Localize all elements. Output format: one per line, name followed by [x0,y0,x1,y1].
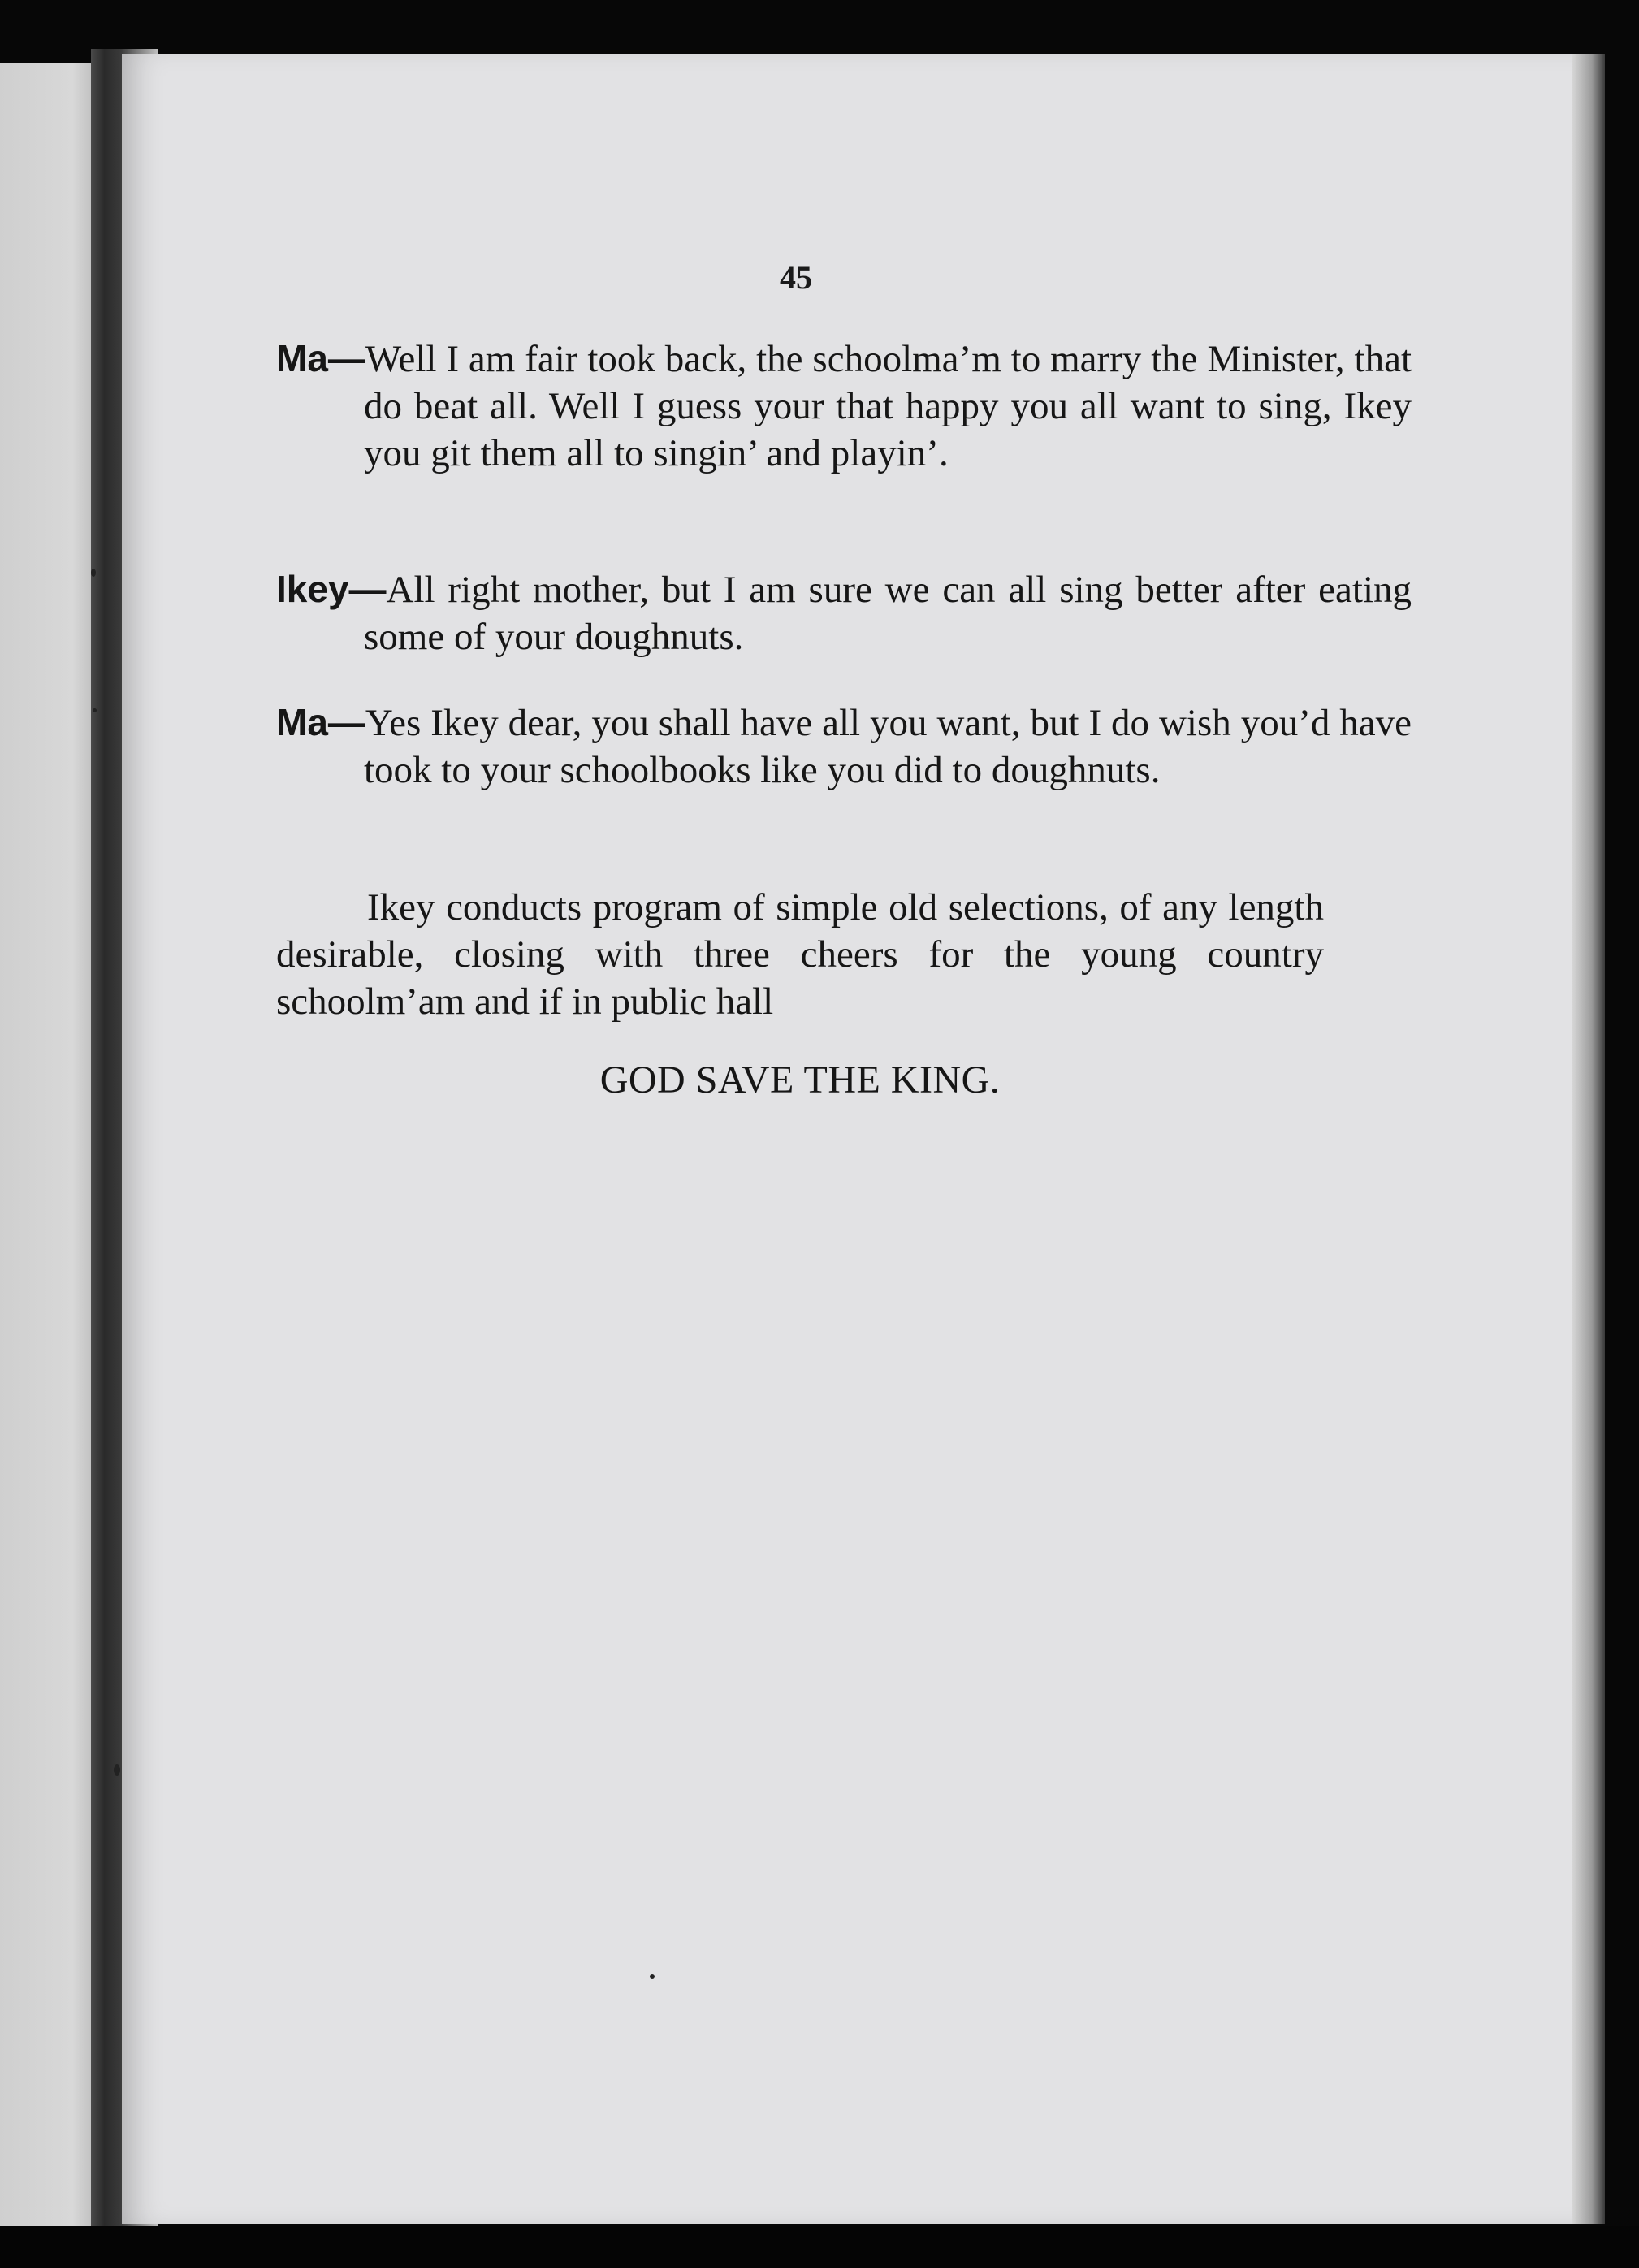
speaker-dash: — [348,568,387,610]
paper-speck [650,1974,655,1979]
speaker-dash: — [327,337,365,379]
stage-direction: Ikey conducts program of simple old selections, of any length desirable, closing with three cheers for the young country schoolm’am and if in public hall [276,886,1324,1023]
closing-line: GOD SAVE THE KING. [599,1058,1001,1102]
speaker-name: Ma [276,337,328,379]
dialogue-text: Well I am fair took back, the schoolma’m to marry the Minister, that do beat all. Well I guess your that happy you all want to sing, Ikey you git them all to singin’ and playin’. [364,338,1412,474]
dialogue-ma-2 [276,699,1412,794]
page-right-edge [1572,54,1605,2224]
speaker-name: Ikey [276,568,349,610]
page-number: 45 [780,259,812,296]
paper-speck [114,1764,120,1776]
dialogue-ikey-1 [276,565,1412,660]
paper-speck [91,569,96,577]
scan-border [0,2226,1639,2268]
dialogue-text: All right mother, but I am sure we can all sing better after eating some of your doughnuts. [364,569,1412,658]
left-page-edge [0,63,104,2228]
dialogue-ma-1 [276,335,1412,477]
speaker-name: Ma [276,701,328,743]
paper-speck [93,708,97,712]
speaker-dash: — [327,701,365,743]
dialogue-text: Yes Ikey dear, you shall have all you want, but I do wish you’d have took to your schoolbooks like you did to doughnuts. [364,702,1412,791]
